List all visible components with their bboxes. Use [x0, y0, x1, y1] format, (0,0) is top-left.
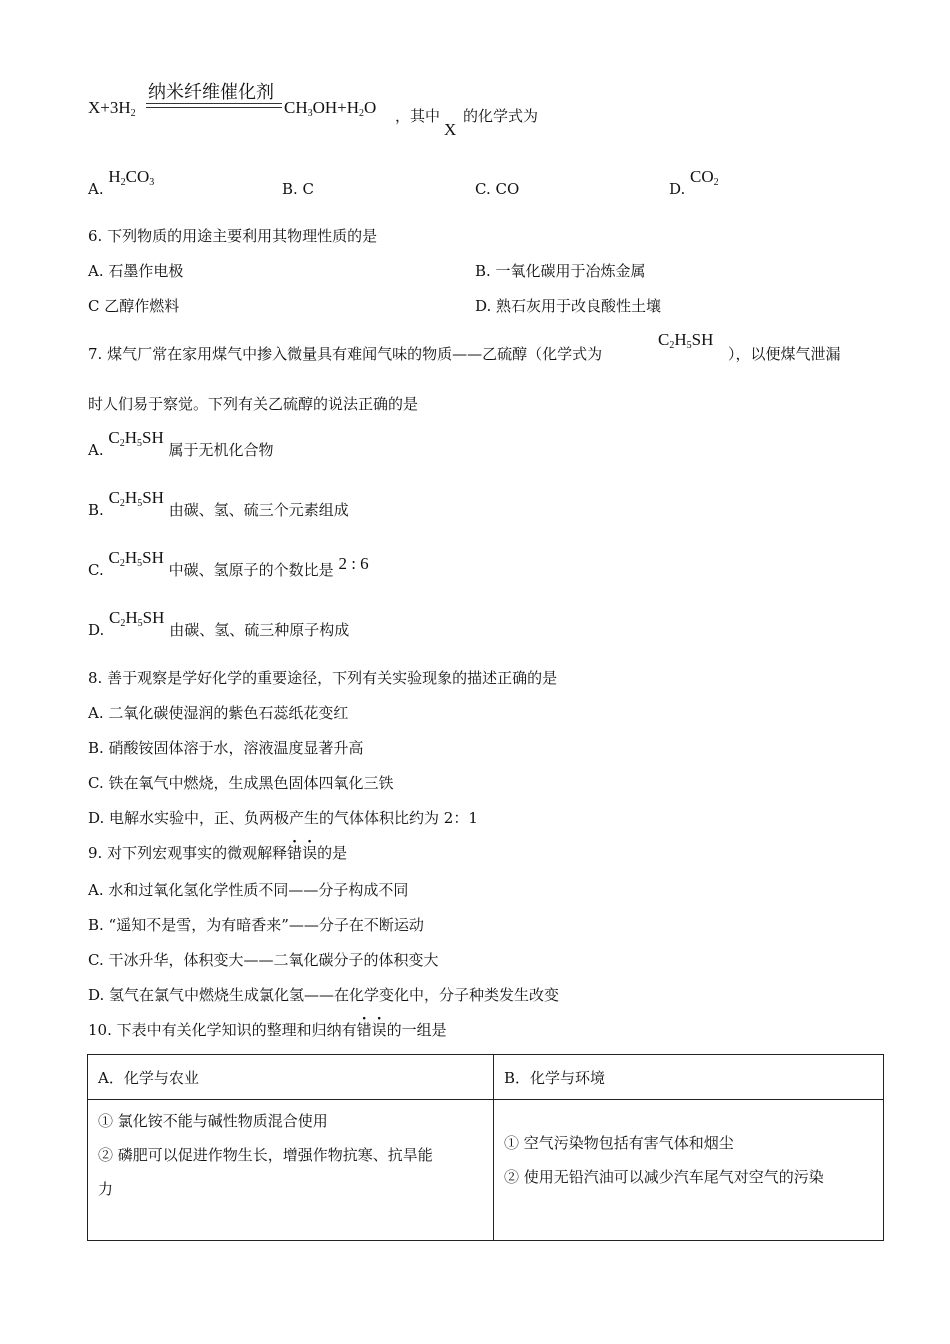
option-label: B. [88, 501, 104, 519]
knowledge-table [87, 1054, 884, 1241]
q6-option-d[interactable]: D. 熟石灰用于改良酸性土壤 [475, 297, 662, 315]
option-label: A. [88, 180, 104, 198]
cell-a-body [88, 1100, 494, 1241]
option-label: C. [88, 561, 104, 579]
cell-line: ② 磷肥可以促进作物生长，增强作物抗寒、抗旱能 [98, 1146, 433, 1164]
q8-option-a[interactable]: A. 二氧化碳使湿润的紫色石蕊纸花变红 [88, 704, 349, 722]
q5-x: X [444, 120, 457, 139]
option-label: D. [88, 621, 105, 639]
q8-option-d[interactable]: D. 电解水实验中，正、负两极产生的气体体积比约为 2：1 [88, 809, 478, 827]
q7-option-c[interactable] [88, 548, 369, 586]
q5-suffix: ，其中 [395, 107, 441, 125]
lhs-text: X+3H [88, 98, 131, 117]
q8-stem: 8. 善于观察是学好化学的重要途径，下列有关实验现象的描述正确的是 [88, 669, 558, 687]
equation-lhs [88, 98, 136, 124]
q6-option-c[interactable]: C 乙醇作燃料 [88, 297, 180, 315]
q5-tail: 的化学式为 [463, 107, 539, 125]
equation-rhs [284, 98, 376, 124]
rhs2-sub: 2 [359, 108, 365, 119]
equals-bar-bottom [146, 107, 282, 108]
option-label: A. [88, 441, 104, 459]
q9-stem: 9. 对下列宏观事实的微观解释错误的是 [88, 844, 348, 862]
option-formula: $C_2H_5SH$ [108, 548, 164, 569]
option-formula: $CO_2$ [690, 167, 719, 188]
option-formula: $C_2H_5SH$ [109, 608, 165, 629]
ratio: 2 : 6 [338, 554, 369, 573]
option-text: 属于无机化合物 [168, 441, 274, 459]
rhs2-tail: O [364, 98, 377, 117]
q7-stem-line2: 时人们易于察觉。下列有关乙硫醇的说法正确的是 [88, 395, 419, 413]
cell-line: ② 使用无铅汽油可以减少汽车尾气对空气的污染 [504, 1168, 824, 1186]
q6-option-b[interactable]: B. 一氧化碳用于冶炼金属 [475, 262, 646, 280]
table-header-row [88, 1055, 884, 1100]
cell-line: 力 [98, 1180, 114, 1198]
table-body-row [88, 1100, 884, 1241]
q7-option-d[interactable] [88, 608, 350, 646]
emphasis-char: 错 [287, 844, 303, 862]
reaction-condition: 纳米纤维催化剂 [148, 82, 274, 103]
q7-stem-line1-tail: ），以便煤气泄漏 [728, 345, 841, 363]
option-text: 中碳、氢原子的个数比是 [168, 561, 334, 579]
q9-option-d[interactable]: D. 氢气在氯气中燃烧生成氯化氢——在化学变化中，分子种类发生改变 [88, 986, 560, 1004]
q7-stem-line1: 7. 煤气厂常在家用煤气中掺入微量具有难闻气味的物质——乙硫醇（化学式为 [88, 345, 603, 363]
q5-option-b[interactable]: B. C [282, 180, 315, 198]
option-text: 由碳、氢、硫三种原子构成 [169, 621, 350, 639]
q5-option-c[interactable]: C. CO [475, 180, 520, 198]
q10-stem: 10. 下表中有关化学知识的整理和归纳有错误的一组是 [88, 1021, 447, 1039]
q5-option-a[interactable] [88, 167, 155, 205]
option-formula: $C_2H_5SH$ [108, 428, 164, 449]
q6-option-a[interactable]: A. 石墨作电极 [88, 262, 184, 280]
cell-b-body [494, 1100, 884, 1241]
lhs-sub: 2 [130, 108, 136, 119]
q7-formula: $C_2H_5SH$ [658, 330, 714, 351]
q6-stem: 6. 下列物质的用途主要利用其物理性质的是 [88, 227, 378, 245]
option-formula: $C_2H_5SH$ [108, 488, 164, 509]
q9-option-b[interactable]: B. “遥知不是雪，为有暗香来”——分子在不断运动 [88, 916, 424, 934]
rhs1: CH [284, 98, 308, 117]
equals-bar-top [146, 103, 282, 104]
emphasis-char: 误 [302, 844, 318, 862]
q9-option-c[interactable]: C. 干冰升华，体积变大——二氧化碳分子的体积变大 [88, 951, 439, 969]
rhs1-sub: 3 [307, 108, 313, 119]
cell-a-header[interactable]: A．化学与农业 [88, 1055, 494, 1100]
q8-option-b[interactable]: B. 硝酸铵固体溶于水，溶液温度显著升高 [88, 739, 364, 757]
option-label: D. [669, 180, 686, 198]
emphasis-char: 误 [371, 1021, 387, 1039]
rhs1-tail: OH+H [312, 98, 360, 117]
option-text: 由碳、氢、硫三个元素组成 [168, 501, 349, 519]
cell-b-header[interactable]: B．化学与环境 [494, 1055, 884, 1100]
cell-line: ① 氯化铵不能与碱性物质混合使用 [98, 1112, 328, 1130]
option-formula: $H_2CO_3$ [108, 167, 155, 188]
q5-option-d[interactable] [669, 167, 719, 205]
q9-option-a[interactable]: A. 水和过氧化氢化学性质不同——分子构成不同 [88, 881, 409, 899]
q7-option-b[interactable] [88, 488, 349, 526]
q8-option-c[interactable]: C. 铁在氧气中燃烧，生成黑色固体四氧化三铁 [88, 774, 394, 792]
cell-line: ① 空气污染物包括有害气体和烟尘 [504, 1134, 734, 1152]
emphasis-char: 错 [356, 1021, 372, 1039]
q7-option-a[interactable] [88, 428, 274, 466]
